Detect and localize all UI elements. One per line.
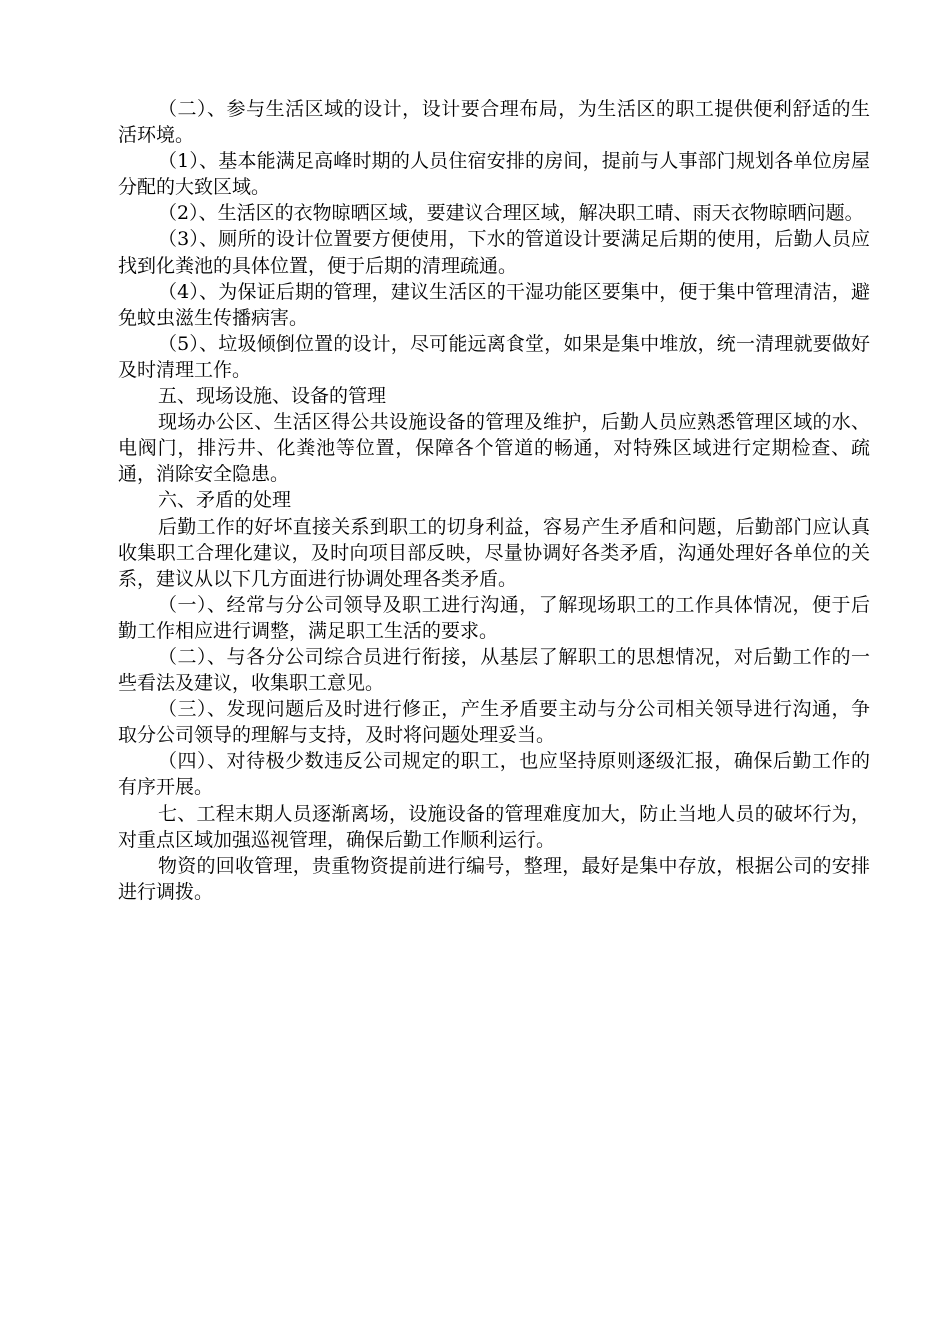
section-heading-5: 五、现场设施、设备的管理 <box>158 385 387 408</box>
paragraph-item-2: （2）、生活区的衣物晾晒区域，要建议合理区域，解决职工晴、雨天衣物晾晒问题。 <box>158 202 864 225</box>
section-heading-6: 六、矛盾的处理 <box>158 489 292 512</box>
paragraph-material-recovery: 物资的回收管理，贵重物资提前进行编号，整理，最好是集中存放，根据公司的安排进行调拨。 <box>118 854 870 903</box>
paragraph-item-5: （5）、垃圾倾倒位置的设计，尽可能远离食堂，如果是集中堆放，统一清理就要做好及时清理工作。 <box>118 332 870 381</box>
paragraph-conflict-item-3: （三）、发现问题后及时进行修正，产生矛盾要主动与分公司相关领导进行沟通，争取分公司领导的理解与支持，及时将问题处理妥当。 <box>118 698 870 747</box>
paragraph-life-area-design: （二）、参与生活区域的设计，设计要合理布局，为生活区的职工提供便利舒适的生活环境。 <box>118 98 870 147</box>
paragraph-conflict-item-2: （二）、与各分公司综合员进行衔接，从基层了解职工的思想情况，对后勤工作的一些看法及建议，收集职工意见。 <box>118 645 870 695</box>
paragraph-item-1: （1）、基本能满足高峰时期的人员住宿安排的房间，提前与人事部门规划各单位房屋分配的大致区域。 <box>118 150 870 199</box>
paragraph-conflict-item-4: （四）、对待极少数违反公司规定的职工，也应坚持原则逐级汇报，确保后勤工作的有序开展。 <box>118 750 870 799</box>
paragraph-conflict-item-1: （一）、经常与分公司领导及职工进行沟通，了解现场职工的工作具体情况，便于后勤工作相应进行调整，满足职工生活的要求。 <box>118 593 870 642</box>
paragraph-item-3: （3）、厕所的设计位置要方便使用，下水的管道设计要满足后期的使用，后勤人员应找到化粪池的具体位置，便于后期的清理疏通。 <box>118 228 870 277</box>
paragraph-conflict-intro: 后勤工作的好坏直接关系到职工的切身利益，容易产生矛盾和问题，后勤部门应认真收集职工合理化建议，及时向项目部反映，尽量协调好各类矛盾，沟通处理好各单位的关系，建议从以下几方面进行协调处理各类矛盾。 <box>118 515 870 590</box>
section-heading-7: 七、工程末期人员逐渐离场，设施设备的管理难度加大，防止当地人员的破坏行为，对重点区域加强巡视管理，确保后勤工作顺利运行。 <box>118 802 870 851</box>
paragraph-item-4: （4）、为保证后期的管理，建议生活区的干湿功能区要集中，便于集中管理清洁，避免蚊虫滋生传播病害。 <box>118 280 870 329</box>
paragraph-facility-management: 现场办公区、生活区得公共设施设备的管理及维护，后勤人员应熟悉管理区域的水、电阀门，排污井、化粪池等位置，保障各个管道的畅通，对特殊区域进行定期检查、疏通，消除安全隐患。 <box>118 411 870 486</box>
document-body <box>118 96 870 905</box>
